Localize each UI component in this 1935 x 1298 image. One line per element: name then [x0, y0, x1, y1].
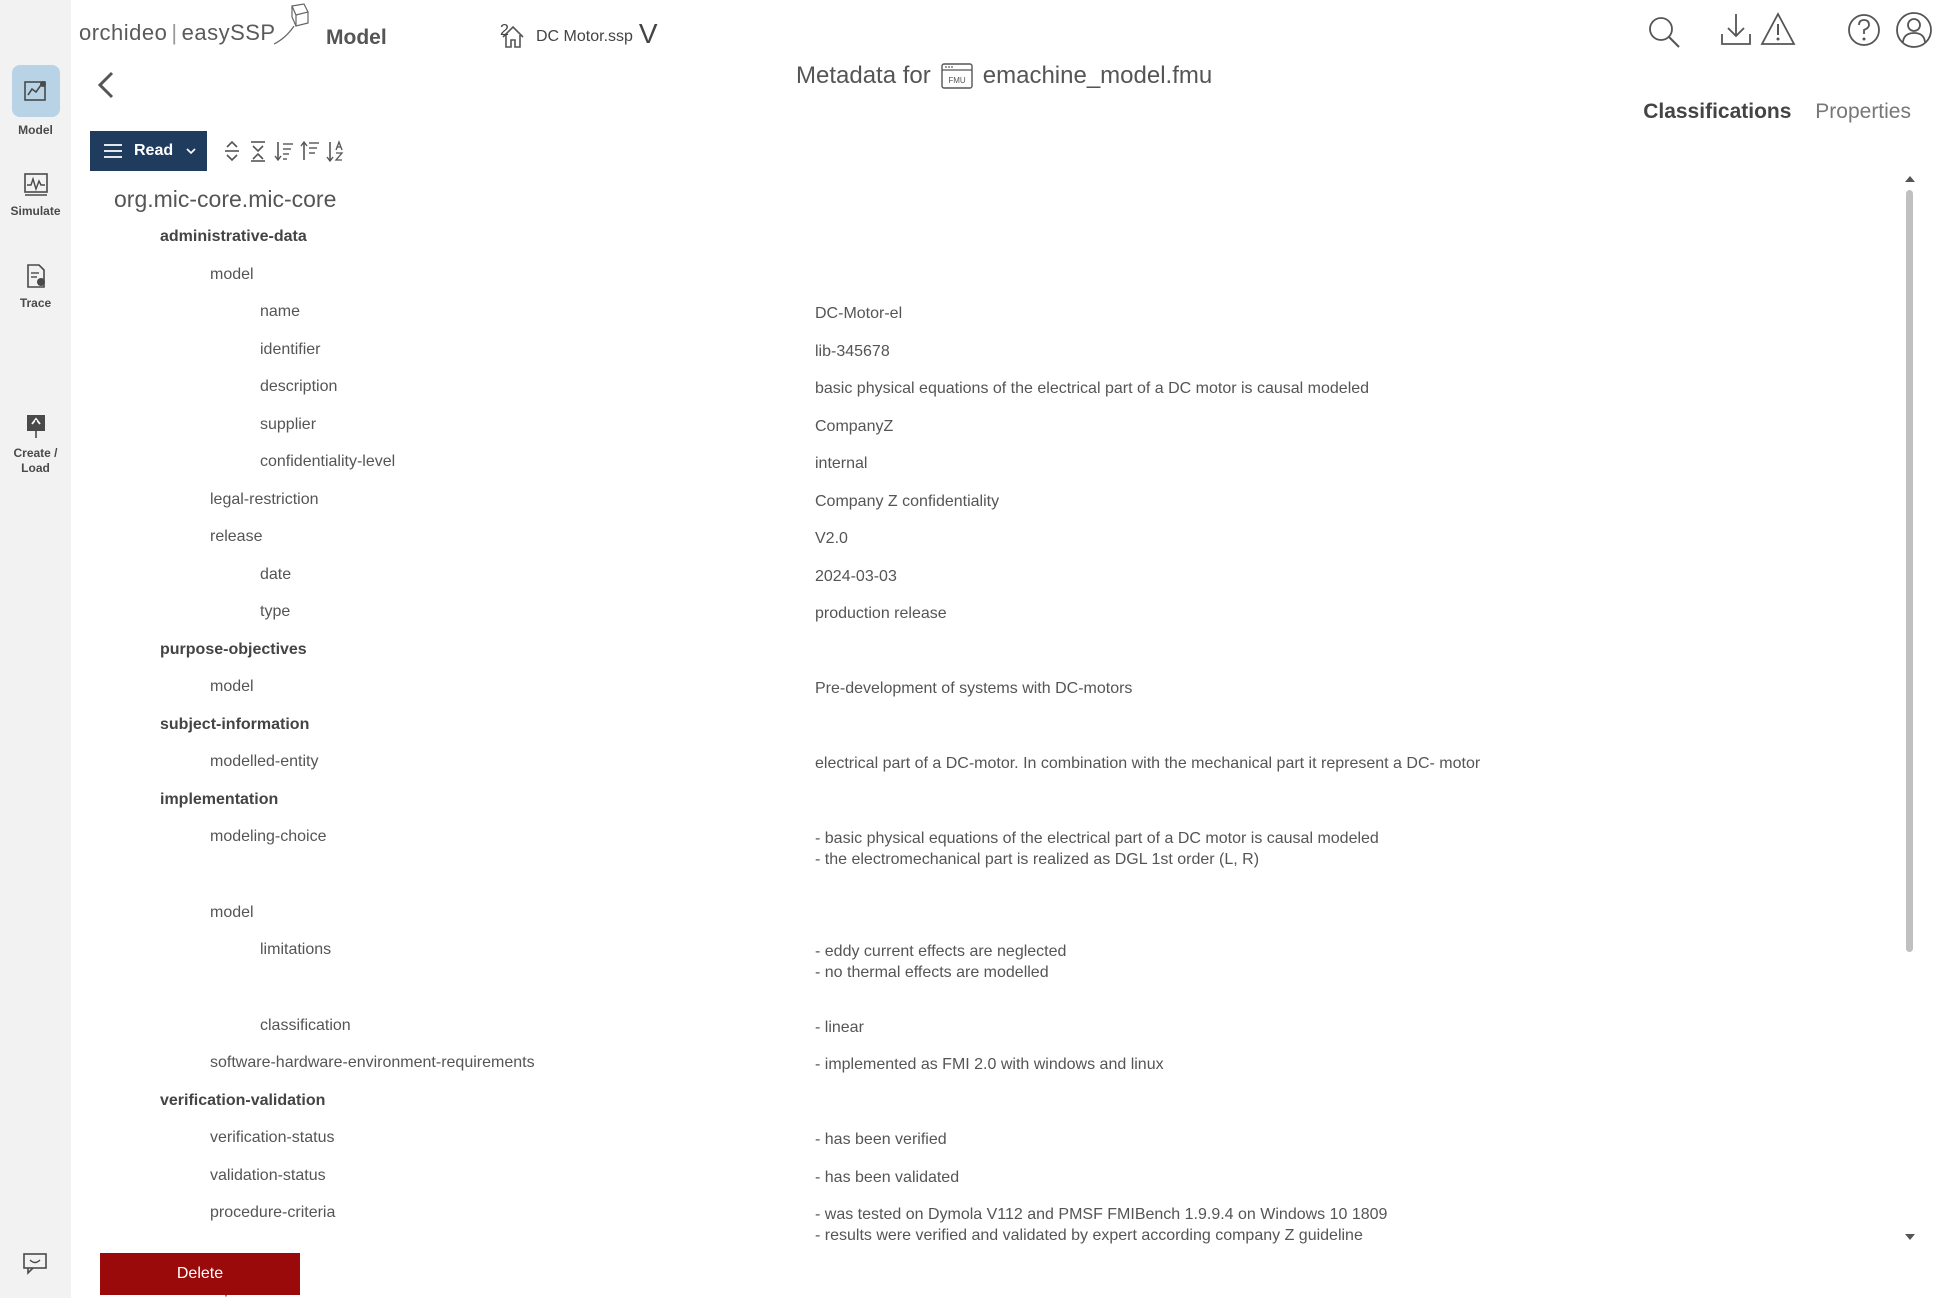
- tree-row-value: - eddy current effects are neglected - no thermal effects are modelled: [815, 943, 1067, 981]
- tree-row-key: verification-status: [210, 1129, 335, 1146]
- tree-row-value: Pre-development of systems with DC-motors: [815, 680, 1133, 697]
- metadata-tree: [90, 186, 1890, 1246]
- tree-row-key: type: [260, 603, 291, 620]
- tree-row-key: purpose-objectives: [160, 640, 307, 658]
- user-profile-icon[interactable]: [1894, 10, 1934, 50]
- tree-row-value: production release: [815, 605, 947, 622]
- tree-row-key: name: [260, 303, 301, 320]
- create-load-icon: [22, 412, 50, 440]
- mode-title: Model: [326, 26, 387, 49]
- model-icon: [22, 77, 50, 105]
- simulate-icon: [22, 170, 50, 198]
- tree-row-value: - basic physical equations of the electrical part of a DC motor is causal modeled - the electromechanical part is realized as DGL 1st order (L, R): [815, 830, 1379, 868]
- download-icon[interactable]: [1716, 10, 1756, 50]
- tree-row-key: limitations: [260, 941, 332, 958]
- rail-item-model[interactable]: [0, 65, 71, 138]
- tree-row-key: procedure-criteria: [210, 1204, 336, 1221]
- rail-item-label: Create / Load: [13, 446, 58, 475]
- sort-descending-icon[interactable]: [273, 139, 295, 163]
- tree-row-value: V2.0: [815, 530, 848, 547]
- tree-row-value: DC-Motor-el: [815, 305, 903, 322]
- brand-logo: [79, 20, 276, 46]
- version-letter: V: [638, 18, 658, 49]
- tree-row-value: CompanyZ: [815, 417, 894, 435]
- search-icon[interactable]: [1644, 12, 1684, 52]
- tree-row-key: description: [260, 378, 338, 395]
- read-mode-label: Read: [134, 142, 174, 159]
- tree-row-key: classification: [260, 1016, 351, 1034]
- tree-row-value: - linear: [815, 1018, 864, 1036]
- rail-item-label: Trace: [19, 296, 52, 310]
- brand-product: easySSP: [181, 20, 276, 45]
- page-title: [796, 62, 1212, 90]
- rail-item-model-highlight: [12, 65, 60, 117]
- scrollbar-thumb[interactable]: [1906, 190, 1913, 952]
- tree-row-value: - has been validated: [815, 1168, 960, 1186]
- cube-logo-icon: [272, 2, 316, 46]
- tree-row-value: - was tested on Dymola V112 and PMSF FMIBench 1.9.9.4 on Windows 10 1809 - results were verified and validated by expert according company Z guideline: [815, 1206, 1388, 1244]
- left-rail: [0, 0, 71, 1298]
- brand-name: orchideo: [79, 20, 168, 45]
- tree-row-key: release: [210, 528, 263, 545]
- tree-row-key: confidentiality-level: [260, 453, 396, 470]
- tree-row-key: model: [210, 903, 254, 921]
- tree-row-value: 2024-03-03: [815, 567, 897, 585]
- chevron-down-icon: [185, 145, 197, 157]
- namespace-title: org.mic-core.mic-core: [114, 186, 337, 212]
- tree-row-key: model: [210, 678, 254, 695]
- tab-properties[interactable]: Properties: [1815, 100, 1911, 123]
- tree-row-key: verification-validation: [160, 1091, 326, 1109]
- read-mode-dropdown[interactable]: [90, 131, 207, 171]
- tree-row-key: subject-information: [160, 715, 310, 733]
- tree-row-key: model: [210, 265, 254, 283]
- rail-item-simulate[interactable]: [0, 170, 71, 219]
- rail-item-label: Model: [18, 123, 53, 137]
- tree-row-value: - has been verified: [815, 1131, 947, 1148]
- version-badge[interactable]: 2: [500, 22, 509, 39]
- tree-row-value: Company Z confidentiality: [815, 492, 1000, 510]
- tree-row-value: internal: [815, 455, 868, 472]
- tree-row-key: legal-restriction: [210, 490, 319, 508]
- tab-classifications[interactable]: Classifications: [1643, 100, 1792, 123]
- brand-separator: |: [171, 20, 178, 45]
- tree-row-value: lib-345678: [815, 342, 890, 360]
- tree-row-key: identifier: [260, 340, 321, 358]
- tree-row-key: date: [260, 565, 292, 583]
- tree-toolbar: [90, 131, 347, 171]
- tree-row-key: administrative-data: [160, 228, 307, 245]
- feedback-icon[interactable]: [22, 1252, 48, 1274]
- scroll-down-arrow-icon[interactable]: [1904, 1232, 1916, 1242]
- trace-icon: [22, 262, 50, 290]
- list-icon: [102, 142, 124, 160]
- tree-row-key: software-hardware-environment-requirements: [210, 1054, 535, 1071]
- scroll-up-arrow-icon[interactable]: [1904, 174, 1916, 184]
- tree-row-key: supplier: [260, 415, 317, 433]
- breadcrumb: [500, 18, 658, 52]
- page-title-file: emachine_model.fmu: [982, 62, 1213, 89]
- tree-row-value: basic physical equations of the electrical part of a DC motor is causal modeled: [815, 380, 1370, 397]
- sort-ascending-icon[interactable]: [299, 139, 321, 163]
- page-title-prefix: Metadata for: [796, 62, 931, 89]
- sort-alphabetical-icon[interactable]: [325, 139, 347, 163]
- tree-row-key: implementation: [160, 790, 279, 808]
- breadcrumb-file[interactable]: DC Motor.ssp: [536, 28, 633, 45]
- tree-row-key: modelled-entity: [210, 753, 319, 770]
- collapse-all-icon[interactable]: [247, 139, 269, 163]
- warning-icon[interactable]: [1758, 10, 1798, 50]
- back-arrow-icon[interactable]: [92, 68, 120, 102]
- expand-all-icon[interactable]: [221, 139, 243, 163]
- fmu-icon-text: FMU: [948, 76, 966, 85]
- help-icon[interactable]: [1844, 10, 1884, 50]
- rail-item-create-load[interactable]: [0, 412, 71, 476]
- tree-row-key: modeling-choice: [210, 828, 327, 845]
- fmu-file-icon: [941, 62, 973, 90]
- rail-item-trace[interactable]: [0, 262, 71, 311]
- rail-item-label: Simulate: [10, 204, 61, 218]
- tree-row-value: electrical part of a DC-motor. In combination with the mechanical part it represent a DC- motor: [815, 755, 1481, 772]
- view-tabs: [1625, 100, 1911, 124]
- tree-row-key: validation-status: [210, 1166, 326, 1184]
- tree-row-value: - implemented as FMI 2.0 with windows and linux: [815, 1056, 1164, 1073]
- delete-button[interactable]: Delete: [100, 1253, 300, 1295]
